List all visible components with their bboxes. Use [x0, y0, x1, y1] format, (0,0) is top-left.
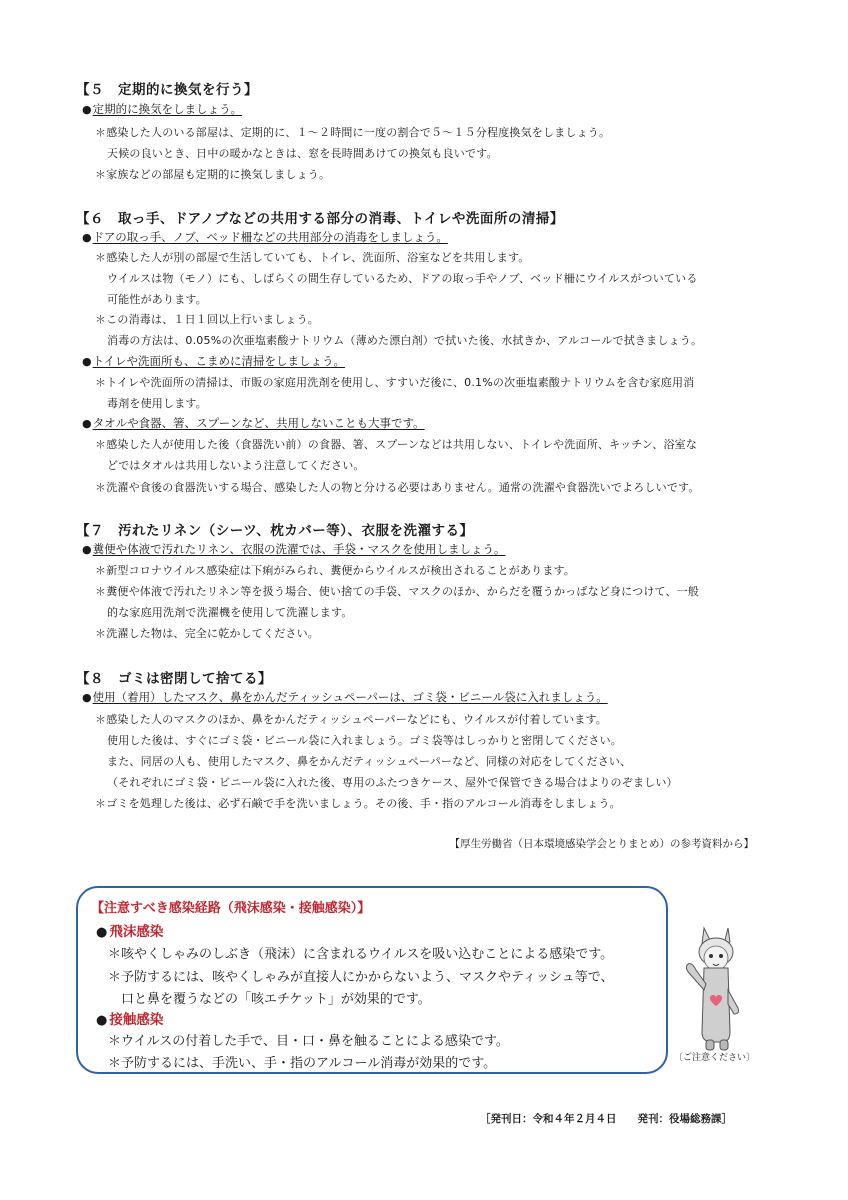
- droplet-line: ＊予防するには、咳やくしゃみが直接人にかからないよう、マスクやティッシュ等で、: [108, 970, 614, 985]
- section-6-line: ウイルスは物（モノ）にも、しばらくの間生存しているため、ドアの取っ手やノブ、ベッド柵にウイルスがついている: [107, 272, 698, 285]
- section-7-heading: 【７ 汚れたリネン（シーツ、枕カバー等）、衣服を洗濯する】: [76, 523, 474, 539]
- section-5-bullet: ●定期的に換気をしましょう。: [82, 102, 243, 116]
- section-6-bullet-1: ●ドアの取っ手、ノブ、ベッド柵などの共用部分の消毒をしましょう。: [82, 230, 448, 244]
- alpaca-mascot-icon: [672, 924, 752, 1054]
- section-7-line: ＊新型コロナウイルス感染症は下痢がみられ、糞便からウイルスが検出されることがあります。: [95, 564, 576, 577]
- section-6-line: 可能性があります。: [107, 293, 207, 306]
- section-7-line: ＊糞便や体液で汚れたリネン等を扱う場合、使い捨ての手袋、マスクのほか、からだを覆うかっぱなど身につけて、一般: [95, 585, 700, 598]
- section-7-line: ＊洗濯した物は、完全に乾かしてください。: [95, 627, 319, 640]
- contact-label: 接触感染: [109, 1012, 164, 1028]
- section-6-bullet-2: ●トイレや洗面所も、こまめに清掃をしましょう。: [82, 354, 346, 368]
- section-8-bullet: ●使用（着用）したマスク、鼻をかんだティッシュペーパーは、ゴミ袋・ビニール袋に入れましょう。: [82, 690, 608, 704]
- section-8-line: ＊ゴミを処理した後は、必ず石鹸で手を洗いましょう。その後、手・指のアルコール消毒をしましょう。: [95, 797, 621, 810]
- source-note: 【厚生労働省（日本環境感染学会とりまとめ）の参考資料から】: [449, 838, 754, 850]
- section-5-line: ＊家族などの部屋も定期的に換気しましょう。: [95, 168, 331, 181]
- section-6-bullet-2-text: トイレや洗面所も、こまめに清掃をしましょう。: [92, 354, 346, 368]
- infobox-title: 【注意すべき感染経路（飛沫感染・接触感染）】: [91, 901, 371, 916]
- section-6-line: ＊トイレや洗面所の清掃は、市販の家庭用洗剤を使用し、すすいだ後に、0.1%の次亜塩素酸ナトリウムを含む家庭用消: [95, 376, 695, 389]
- section-6-line: ＊この消毒は、１日１回以上行いましょう。: [95, 313, 319, 326]
- droplet-heading: ● 飛沫感染: [96, 924, 164, 940]
- section-5-bullet-text: 定期的に換気をしましょう。: [92, 102, 243, 116]
- section-6-heading: 【６ 取っ手、ドアノブなどの共用する部分の消毒、トイレや洗面所の清掃】: [76, 211, 564, 227]
- section-8-line: 使用した後は、すぐにゴミ袋・ビニール袋に入れましょう。ゴミ袋等はしっかりと密閉してください。: [107, 734, 622, 747]
- section-8-line: また、同居の人も、使用したマスク、鼻をかんだティッシュペーパーなど、同様の対応をしてください、: [107, 755, 632, 768]
- publication-footer: ［発刊日：令和４年２月４日 発刊：役場総務課］: [480, 1113, 732, 1125]
- section-5-line: 天候の良いとき、日中の暖かなときは、窓を長時間あけての換気も良いです。: [107, 147, 498, 160]
- droplet-label: 飛沫感染: [109, 924, 164, 940]
- section-5-heading: 【５ 定期的に換気を行う】: [76, 82, 258, 98]
- section-6-line: どではタオルは共用しないよう注意してください。: [107, 459, 365, 472]
- contact-line: ＊ウイルスの付着した手で、目・口・鼻を触ることによる感染です。: [108, 1034, 509, 1049]
- section-8-line: （それぞれにゴミ袋・ビニール袋に入れた後、専用のふたつきケース、屋外で保管できる場合はよりのぞましい）: [107, 776, 678, 789]
- section-7-bullet: ●糞便や体液で汚れたリネン、衣服の洗濯では、手袋・マスクを使用しましょう。: [82, 542, 506, 556]
- section-5-line: ＊感染した人のいる部屋は、定期的に、１～２時間に一度の割合で５～１５分程度換気をしましょう。: [95, 126, 611, 139]
- contact-line: ＊予防するには、手洗い、手・指のアルコール消毒が効果的です。: [108, 1056, 497, 1071]
- section-8-bullet-text: 使用（着用）したマスク、鼻をかんだティッシュペーパーは、ゴミ袋・ビニール袋に入れましょう。: [92, 690, 608, 704]
- section-8-heading: 【８ ゴミは密閉して捨てる】: [76, 671, 272, 687]
- section-6-bullet-3: ●タオルや食器、箸、スプーンなど、共用しないことも大事です。: [82, 416, 425, 430]
- section-6-line: 毒剤を使用します。: [107, 397, 207, 410]
- section-6-bullet-3-text: タオルや食器、箸、スプーンなど、共用しないことも大事です。: [92, 416, 425, 430]
- section-7-bullet-text: 糞便や体液で汚れたリネン、衣服の洗濯では、手袋・マスクを使用しましょう。: [92, 542, 506, 556]
- section-6-line: ＊感染した人が別の部屋で生活していても、トイレ、洗面所、浴室などを共用します。: [95, 251, 530, 264]
- section-8-line: ＊感染した人のマスクのほか、鼻をかんだティッシュペーパーなどにも、ウイルスが付着しています。: [95, 713, 608, 726]
- droplet-line: ＊咳やくしゃみのしぶき（飛沫）に含まれるウイルスを吸い込むことによる感染です。: [108, 947, 614, 962]
- section-6-line: 消毒の方法は、0.05%の次亜塩素酸ナトリウム（薄めた漂白剤）で拭いた後、水拭きか、アルコールで拭きましょう。: [107, 334, 703, 347]
- section-6-line: ＊洗濯や食後の食器洗いする場合、感染した人の物と分ける必要はありません。通常の洗濯や食器洗いでよろしいです。: [95, 481, 700, 494]
- section-7-line: 的な家庭用洗剤で洗濯機を使用して洗濯します。: [107, 606, 353, 619]
- section-6-line: ＊感染した人が使用した後（食器洗い前）の食器、箸、スプーンなどは共用しない、トイレや洗面所、キッチン、浴室な: [95, 438, 698, 451]
- mascot-caption: 〔ご注意ください〕: [674, 1053, 756, 1063]
- contact-heading: ● 接触感染: [96, 1012, 164, 1028]
- section-6-bullet-1-text: ドアの取っ手、ノブ、ベッド柵などの共用部分の消毒をしましょう。: [92, 230, 448, 244]
- droplet-line: 口と鼻を覆うなどの「咳エチケット」が効果的です。: [121, 992, 431, 1007]
